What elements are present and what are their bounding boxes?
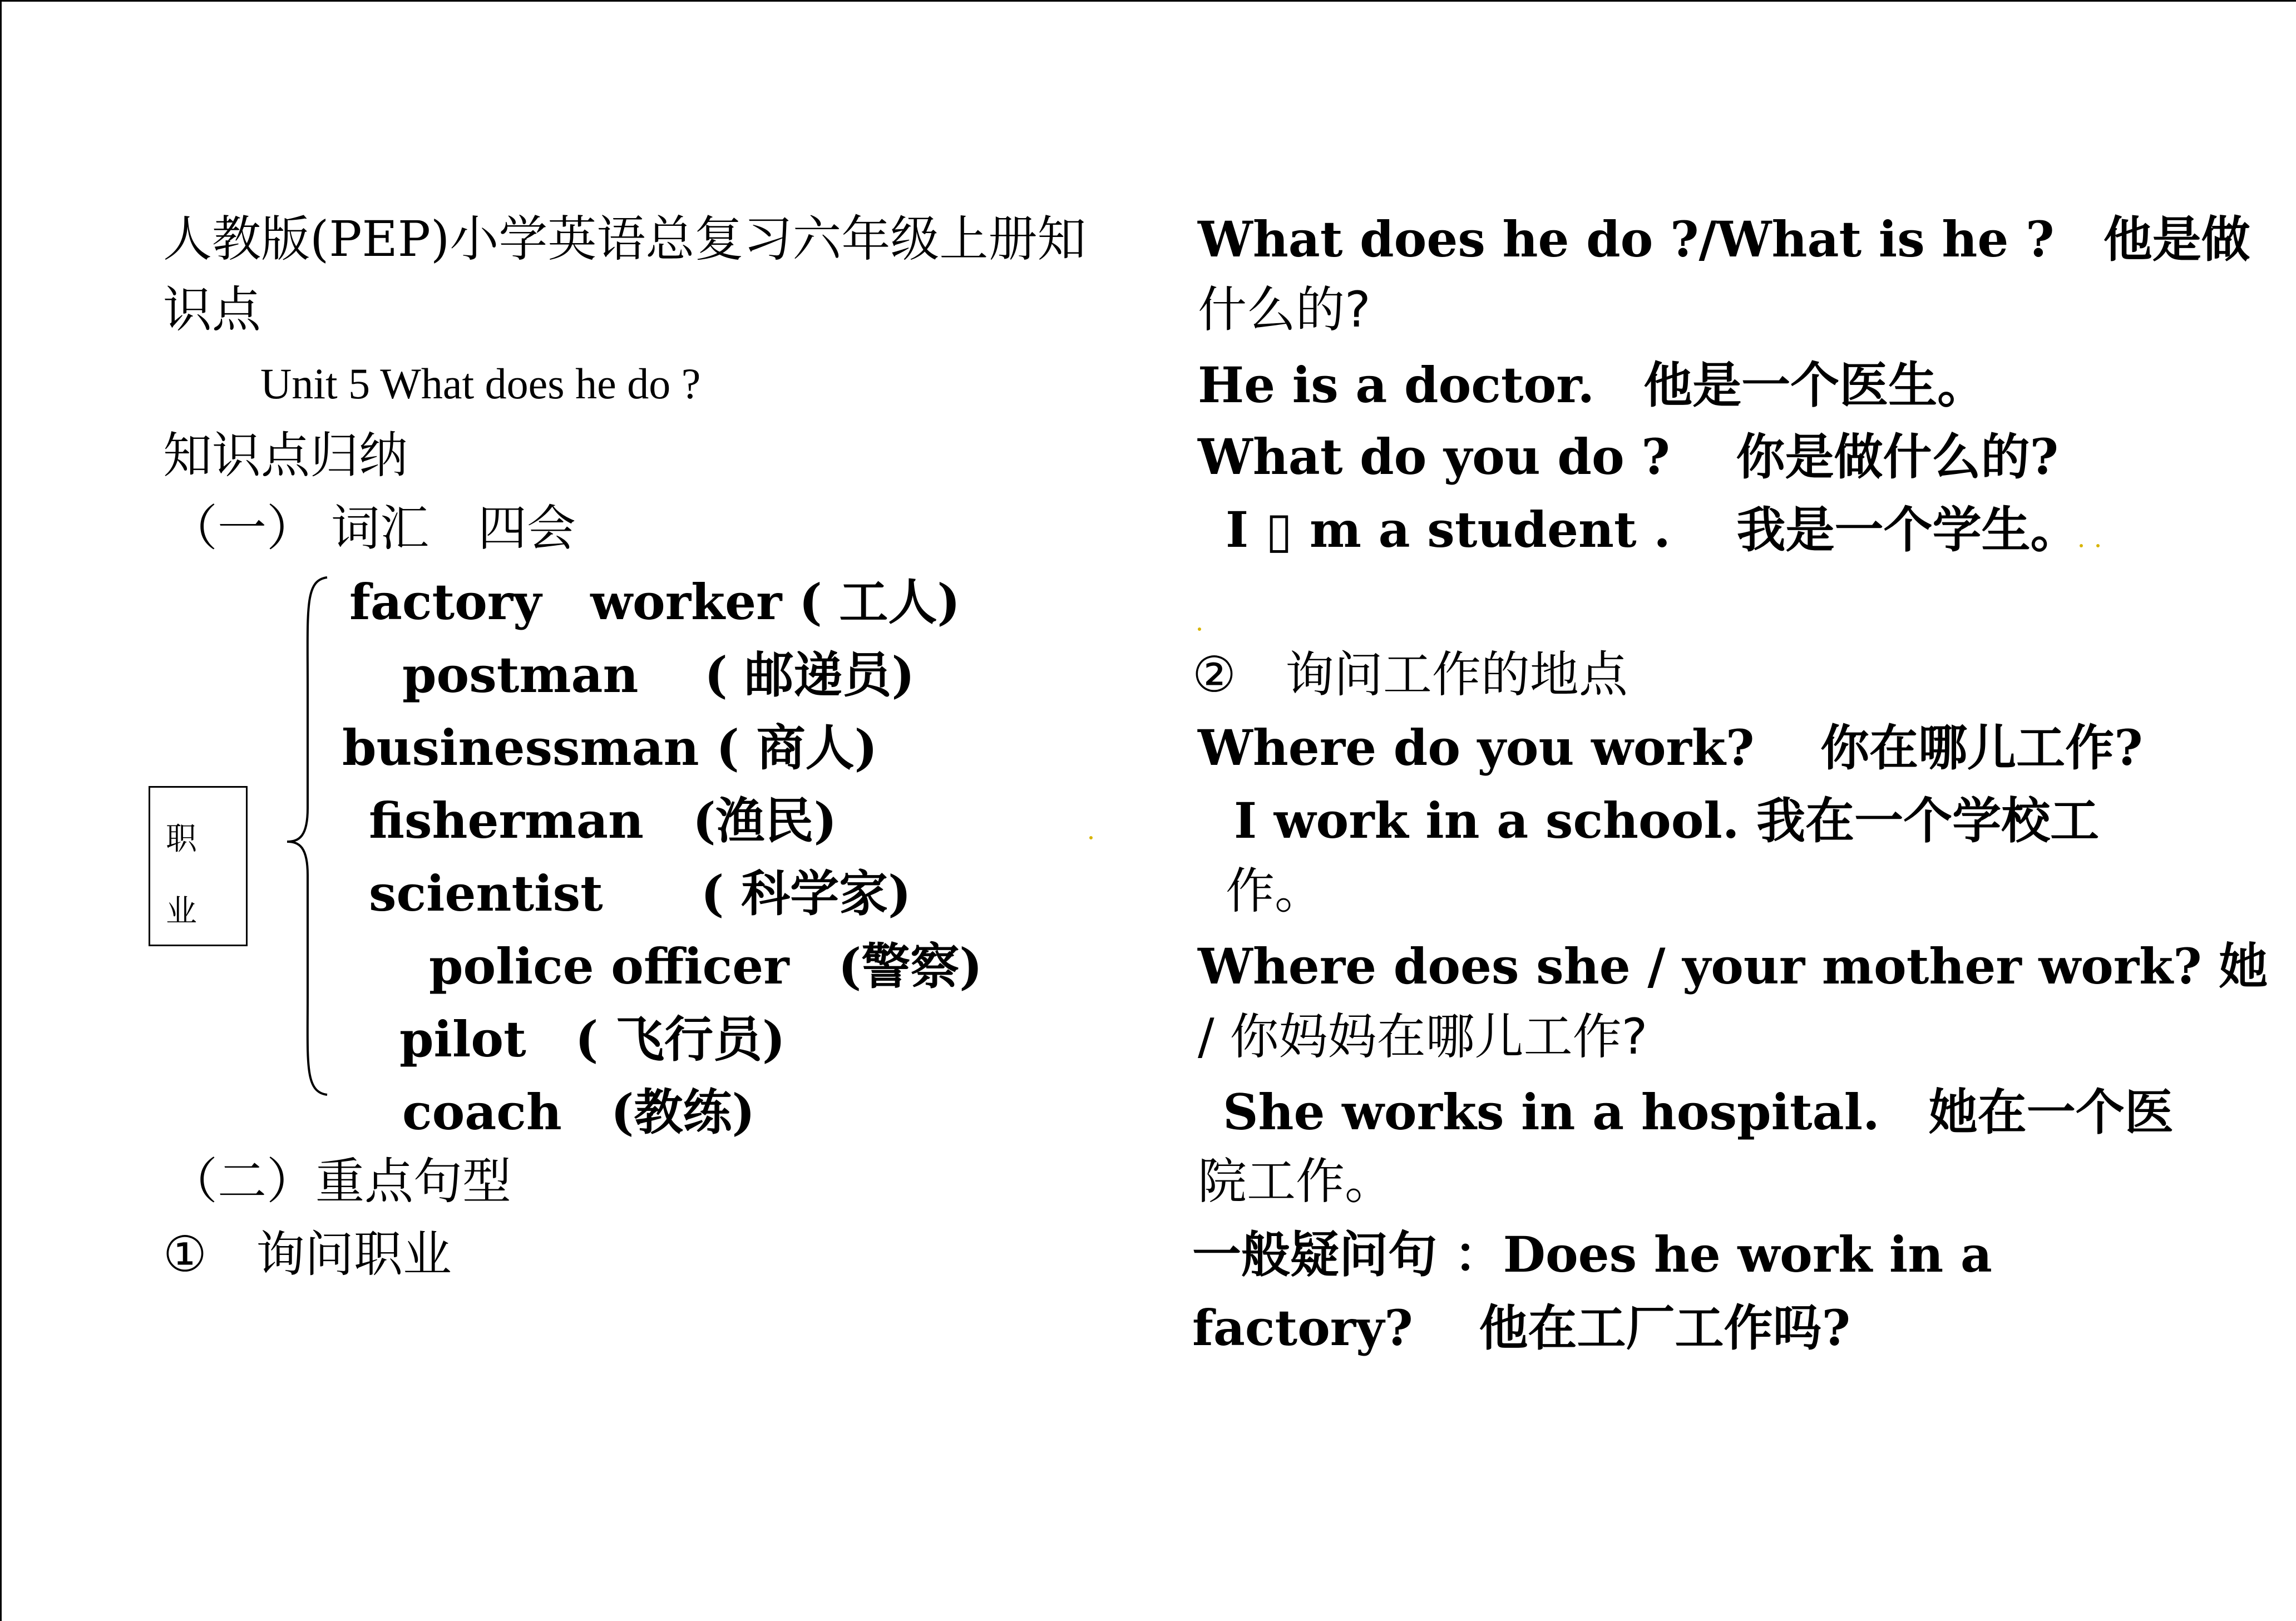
- vocab-item: scientist ( 科学家): [369, 864, 911, 922]
- vocab-item: pilot ( 飞行员): [399, 1010, 786, 1068]
- sentence-line: Where does she / your mother work? 她: [1198, 937, 2268, 995]
- unit-heading: Unit 5 What does he do ?: [260, 359, 701, 408]
- sentence-line: 一般疑问句 ：Does he work in a: [1192, 1225, 1992, 1283]
- sentence-line: What does he do ?/What is he ? 他是做: [1198, 210, 2250, 268]
- vocab-item: businessman ( 商人): [342, 719, 878, 777]
- sentence-line: I work in a school. 我在一个学校工: [1234, 792, 2100, 849]
- side-label-char-2: 业: [166, 893, 197, 930]
- sentence-line: He is a doctor. 他是一个医生。: [1198, 356, 1987, 414]
- section-vocab-heading: （一） 词汇 四会: [169, 500, 576, 557]
- decorative-dot: [1198, 627, 1201, 631]
- sentence-line: What do you do ? 你是做什么的?: [1198, 428, 2059, 486]
- sentence-line: / 你妈妈在哪儿工作?: [1198, 1008, 1648, 1065]
- sentence-line: I ▯ m a student . 我是一个学生。: [1226, 501, 2080, 559]
- vocab-item: fisherman (渔民): [369, 792, 837, 849]
- vocab-item: factory worker ( 工人): [349, 573, 960, 631]
- sentence-line: She works in a hospital. 她在一个医: [1223, 1083, 2174, 1141]
- sentence-line: Where do you work? 你在哪儿工作?: [1198, 719, 2143, 777]
- sentence-line: 什么的?: [1198, 281, 1371, 338]
- point-ask-occupation: ① 询问职业: [163, 1225, 452, 1283]
- side-label-char-1: 职: [166, 821, 197, 857]
- document-title-line2: 识点: [163, 281, 261, 338]
- occupation-label-box: [149, 786, 248, 946]
- decorative-dot: [2096, 544, 2100, 547]
- decorative-dot: [1089, 836, 1093, 839]
- vocab-item: coach (教练): [402, 1083, 756, 1141]
- brace-icon: [283, 575, 333, 1098]
- section-sentences-heading: （二）重点句型: [169, 1153, 512, 1210]
- vocab-item: postman ( 邮递员): [402, 646, 915, 704]
- sentence-line: 院工作。: [1198, 1153, 1394, 1210]
- sentence-line: 作。: [1226, 862, 1324, 920]
- point-ask-workplace: ② 询问工作的地点: [1192, 646, 1628, 703]
- document-title-line1: 人教版(PEP)小学英语总复习六年级上册知: [163, 210, 1087, 268]
- sentence-line: factory? 他在工厂工作吗?: [1192, 1299, 1851, 1357]
- summary-heading: 知识点归纳: [163, 427, 408, 484]
- vocab-item: police officer (警察): [429, 937, 982, 995]
- decorative-dot: [2080, 544, 2083, 547]
